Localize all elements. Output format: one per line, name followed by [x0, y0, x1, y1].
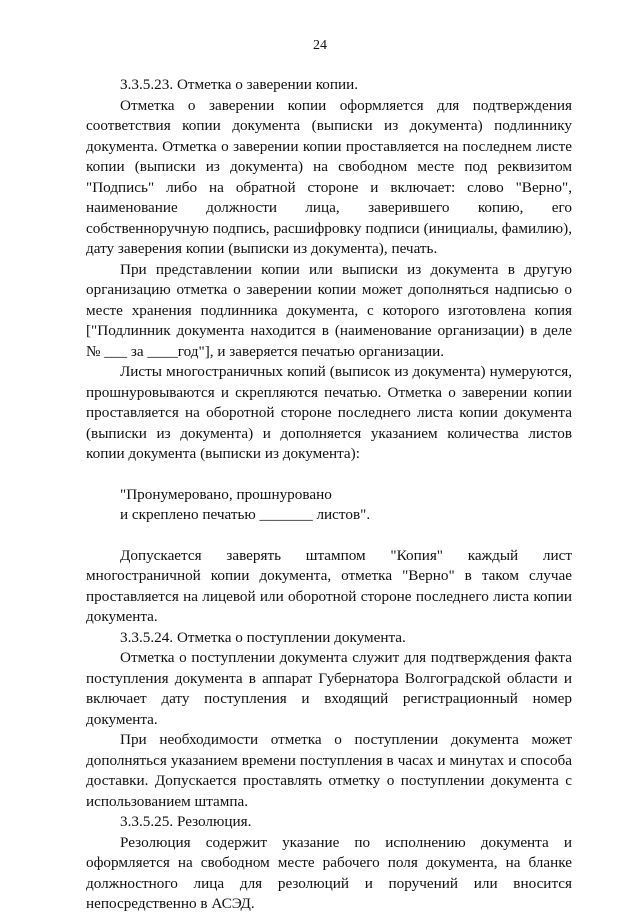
section-heading-3-3-5-23: 3.3.5.23. Отметка о заверении копии. — [120, 76, 359, 93]
section-heading-3-3-5-25: 3.3.5.25. Резолюция. — [120, 813, 252, 830]
paragraph-multipage-copies: Листы многостраничных копий (выписок из документа) нумеруются, прошнуровываются и скрепляются печатью. Отметка о заверении копии проставляется на оборотной стороне последнего листа копии документа (выписки из документа) и дополняется указанием количества листов копии документа (выписки из документа): — [86, 363, 572, 462]
quote-line-1: "Пронумеровано, прошнуровано — [120, 485, 332, 503]
page-number: 24 — [313, 38, 327, 53]
paragraph-receipt-time: При необходимости отметка о поступлении документа может дополняться указанием времени поступления в часах и минутах и способа доставки. Допускается проставлять отметку о поступлении документа с использованием штампа. — [86, 731, 572, 810]
paragraph-resolution: Резолюция содержит указание по исполнению документа и оформляется на свободном месте рабочего поля документа, на бланке должностного лица для резолюций и поручений или вносится непосредственно в АСЭД. — [86, 833, 572, 912]
paragraph-original-location: При представлении копии или выписки из документа в другую организацию отметка о заверении копии может дополняться надписью о месте хранения подлинника документа, с которого изготовлена копия ["Подлинник документа находится в (наименование организации) в деле № ___ за ____год"], и заверяется печатью организации. — [86, 260, 572, 360]
paragraph-receipt-mark: Отметка о поступлении документа служит для подтверждения факта поступления документа в аппарат Губернатора Волгоградской области и включает дату поступления и входящий регистрационный номер документа. — [86, 649, 572, 728]
section-heading-3-3-5-24: 3.3.5.24. Отметка о поступлении документа. — [120, 628, 406, 646]
quote-line-2: и скреплено печатью _______ листов". — [120, 506, 371, 523]
paragraph-copy-stamp: Допускается заверять штампом "Копия" каждый лист многостраничной копии документа, отметка "Верно" в таком случае проставляется на лицевой или оборотной стороне последнего листа копии документа. — [86, 546, 572, 625]
document-body — [86, 75, 572, 915]
paragraph-copy-certification: Отметка о заверении копии оформляется для подтверждения соответствия копии документа (выписки из документа) подлиннику документа. Отметка о заверении копии проставляется на последнем листе копии (выписки из документа) на свободном месте под реквизитом "Подпись" либо на обратной стороне и включает: слово "Верно", наименование должности лица, заверившего копию, его собственноручную подпись, расшифровку подписи (инициалы, фамилию), дату заверения копии (выписки из документа), печать. — [86, 96, 572, 257]
